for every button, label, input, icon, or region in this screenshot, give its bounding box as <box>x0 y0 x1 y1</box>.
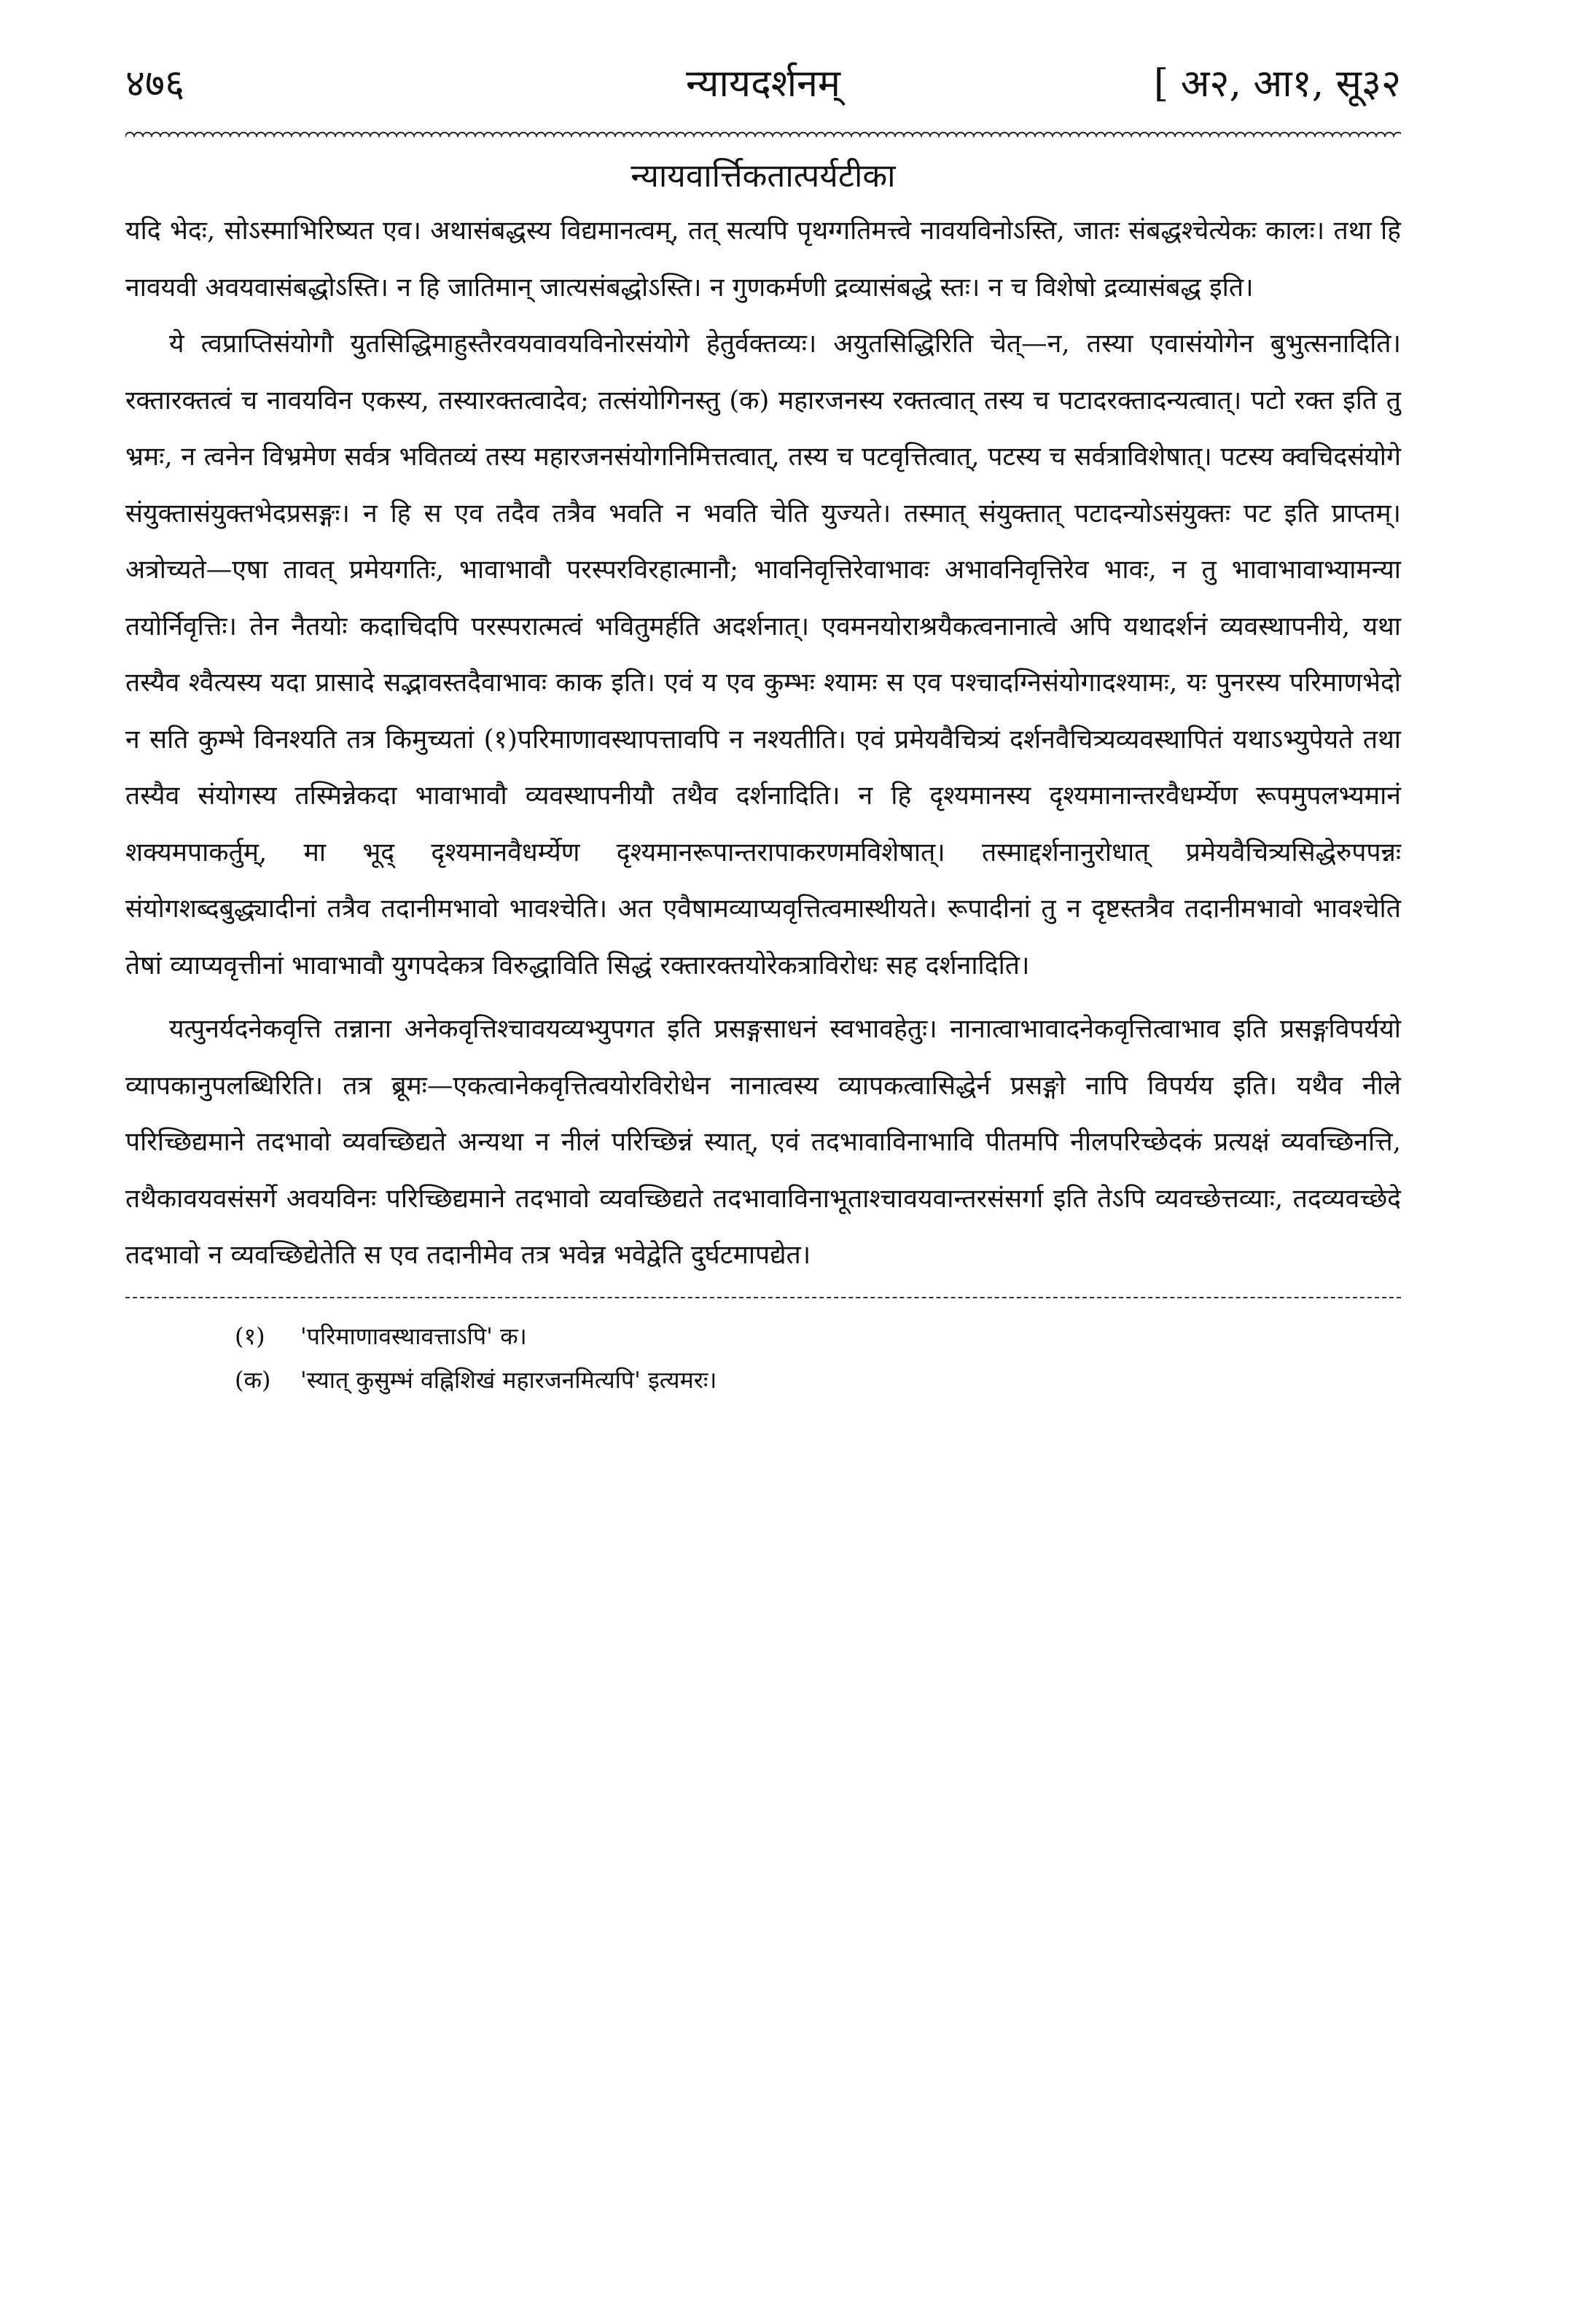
paragraph-2 <box>125 316 1401 994</box>
book-title: न्यायदर्शनम् <box>685 62 841 106</box>
paragraph-2-text: ये त्वप्राप्तिसंयोगौ युतसिद्धिमाहुस्तैरवयवावयविनोरसंयोगे हेतुर्वक्तव्यः। अयुतसिद्धिरिति चेत्—न, तस्या एवासंयोगेन बुभुत्सनादिति। रक्तारक्तत्वं च नावयविन एकस्य, तस्यारक्तत्वादेव; तत्संयोगिनस्तु (क) महारजनस्य रक्तत्वात् तस्य च पटादरक्तादन्यत्वात्। पटो रक्त इति तु भ्रमः, न त्वनेन विभ्रमेण सर्वत्र भवितव्यं तस्य महारजनसंयोगनिमित्तत्वात्, तस्य च पटवृत्तित्वात्, पटस्य च सर्वत्राविशेषात्। पटस्य क्वचिदसंयोगे संयुक्तासंयुक्तभेदप्रसङ्गः। न हि स एव तदैव तत्रैव भवति न भवति चेति युज्यते। तस्मात् संयुक्तात् पटादन्योऽसंयुक्तः पट इति प्राप्तम्। अत्रोच्यते—एषा तावत् प्रमेयगतिः, भावाभावौ परस्परविरहात्मानौ; भावनिवृत्तिरेवाभावः अभावनिवृत्तिरेव भावः, न तु भावाभावाभ्यामन्या तयोर्निवृत्तिः। तेन नैतयोः कदाचिदपि परस्परात्मत्वं भवितुमर्हति अदर्शनात्। एवमनयोराश्रयैकत्वनानात्वे अपि यथादर्शनं व्यवस्थापनीये, यथा तस्यैव श्वैत्यस्य यदा प्रासादे सद्भावस्तदैवाभावः काक इति। एवं य एव कुम्भः श्यामः स एव पश्चादग्निसंयोगादश्यामः, यः पुनरस्य परिमाणभेदो न सति कुम्भे विनश्यति तत्र किमुच्यतां (१)परिमाणावस्थापत्तावपि न नश्यतीति। एवं प्रमेयवैचित्र्यं दर्शनवैचित्र्यव्यवस्थापितं यथाऽभ्युपेयते तथा तस्यैव संयोगस्य तस्मिन्नेकदा भावाभावौ व्यवस्थापनीयौ तथैव दर्शनादिति। न हि दृश्यमानस्य दृश्यमानान्तरवैधर्म्येण रूपमुपलभ्यमानं शक्यमपाकर्तुम्, मा भूद् दृश्यमानवैधर्म्येण दृश्यमानरूपान्तरापाकरणमविशेषात्। तस्माद्दर्शनानुरोधात् प्रमेयवैचित्र्यसिद्धेरुपपन्नः संयोगशब्दबुद्ध्यादीनां तत्रैव तदानीमभावो भावश्चेति। अत एवैषामव्याप्यवृत्तित्वमास्थीयते। रूपादीनां तु न दृष्टस्तत्रैव तदानीमभावो भावश्चेति तेषां व्याप्यवृत्तीनां भावाभावौ युगपदेकत्र विरुद्धाविति सिद्धं रक्तारक्तयोरेकत्राविरोधः सह दर्शनादिति। <box>125 329 1401 980</box>
paragraph-3-text: यत्पुनर्यदनेकवृत्ति तन्नाना अनेकवृत्तिश्चावयव्यभ्युपगत इति प्रसङ्गसाधनं स्वभावहेतुः। नानात्वाभावादनेकवृत्तित्वाभाव इति प्रसङ्गविपर्ययो व्यापकानुपलब्धिरिति। तत्र ब्रूमः—एकत्वानेकवृत्तित्वयोरविरोधेन नानात्वस्य व्यापकत्वासिद्धेर्न प्रसङ्गो नापि विपर्यय इति। यथैव नीले परिच्छिद्यमाने तदभावो व्यवच्छिद्यते अन्यथा न नीलं परिच्छिन्नं स्यात्, एवं तदभावाविनाभावि पीतमपि नीलपरिच्छेदकं प्रत्यक्षं व्यवच्छिनत्ति, तथैकावयवसंसर्गे अवयविनः परिच्छिद्यमाने तदभावो व्यवच्छिद्यते तदभावाविनाभूताश्चावयवान्तरसंसर्गा इति तेऽपि व्यवच्छेत्तव्याः, तदव्यवच्छेदे तदभावो न व्यवच्छिद्येतेति स एव तदानीमेव तत्र भवेन्न भवेद्वेति दुर्घटमापद्येत। <box>125 1014 1401 1270</box>
chapter-reference: [ अ२, आ१, सू३२ <box>1153 62 1401 106</box>
footnotes <box>125 1314 1401 1402</box>
footnote <box>235 1358 1401 1402</box>
footnote-divider <box>125 1297 1401 1298</box>
paragraph-3 <box>125 1001 1401 1284</box>
commentary-title: न्यायवार्त्तिकतात्पर्यटीका <box>631 157 896 195</box>
footnote-text: 'परिमाणावस्थावत्ताऽपि' क। <box>300 1322 527 1350</box>
paragraph-1: यदि भेदः, सोऽस्माभिरिष्यत एव। अथासंबद्धस्य विद्यमानत्वम्, तत् सत्यपि पृथग्गतिमत्त्वे नावयविनोऽस्ति, जातः संबद्धश्चेत्येकः कालः। तथा हि नावयवी अवयवासंबद्धोऽस्ति। न हि जातिमान् जात्यसंबद्धोऽस्ति। न गुणकर्मणी द्रव्यासंबद्धे स्तः। न च विशेषो द्रव्यासंबद्ध इति। <box>125 216 1401 303</box>
footnote-mark: (क) <box>235 1365 271 1394</box>
footnote-text: 'स्यात् कुसुम्भं वह्निशिखं महारजनमित्यपि' इत्यमरः। <box>300 1365 717 1394</box>
footnote <box>235 1314 1401 1358</box>
book-page <box>125 44 1401 1402</box>
page-number: ४७६ <box>125 62 185 106</box>
running-head <box>125 44 1401 124</box>
header-wavy-rule <box>125 127 1401 137</box>
footnote-mark: (१) <box>235 1322 265 1350</box>
